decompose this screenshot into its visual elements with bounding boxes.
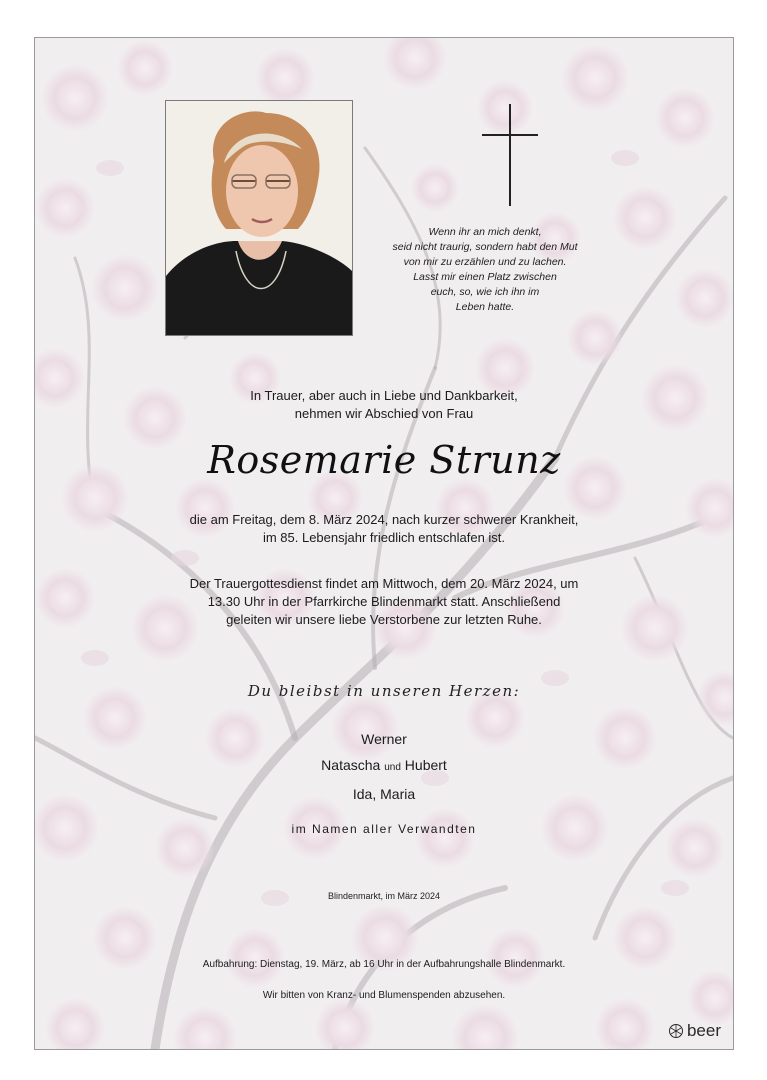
- death-notice: die am Freitag, dem 8. März 2024, nach kurzer schwerer Krankheit, im 85. Lebensjahr friedlich entschlafen ist.: [189, 512, 579, 545]
- poem-line: euch, so, wie ich ihn im: [430, 286, 540, 298]
- deceased-name: Rosemarie Strunz: [207, 438, 561, 482]
- relatives-line: im Namen aller Verwandten: [291, 822, 477, 836]
- cross-icon: [482, 104, 538, 206]
- poem-line: Leben hatte.: [455, 301, 515, 313]
- survivor-line: Ida, Maria: [352, 786, 416, 802]
- place-date: Blindenmarkt, im März 2024: [327, 891, 441, 901]
- funeral-service: Der Trauergottesdienst findet am Mittwoch, dem 20. März 2024, um 13.30 Uhr in der Pfarrkirche Blindenmarkt statt. Anschließend geleiten wir unsere liebe Verstorbene zur letzten Ruhe.: [189, 576, 579, 627]
- viewing-info: Aufbahrung: Dienstag, 19. März, ab 16 Uhr in der Aufbahrungshalle Blindenmarkt.: [202, 959, 566, 970]
- survivors: [35, 726, 733, 807]
- dandelion-icon: [668, 1023, 684, 1039]
- funeral-home-logo: [668, 1021, 721, 1041]
- poem-line: Lasst mir einen Platz zwischen: [413, 271, 557, 283]
- survivor-line: Natascha und Hubert: [321, 757, 447, 773]
- logo-text: beer: [686, 1021, 721, 1040]
- remembrance-line: Du bleibst in unseren Herzen:: [247, 682, 521, 700]
- poem-line: Wenn ihr an mich denkt,: [428, 226, 542, 238]
- portrait-photo: [165, 100, 353, 336]
- intro-text: In Trauer, aber auch in Liebe und Dankbarkeit, nehmen wir Abschied von Frau: [250, 388, 518, 421]
- poem-line: von mir zu erzählen und zu lachen.: [403, 256, 567, 268]
- poem: [355, 225, 615, 315]
- survivor-line: Werner: [361, 731, 407, 747]
- flowers-note: Wir bitten von Kranz- und Blumenspenden abzusehen.: [262, 990, 506, 1001]
- obituary-card: [34, 37, 734, 1050]
- poem-line: seid nicht traurig, sondern habt den Mut: [392, 241, 578, 253]
